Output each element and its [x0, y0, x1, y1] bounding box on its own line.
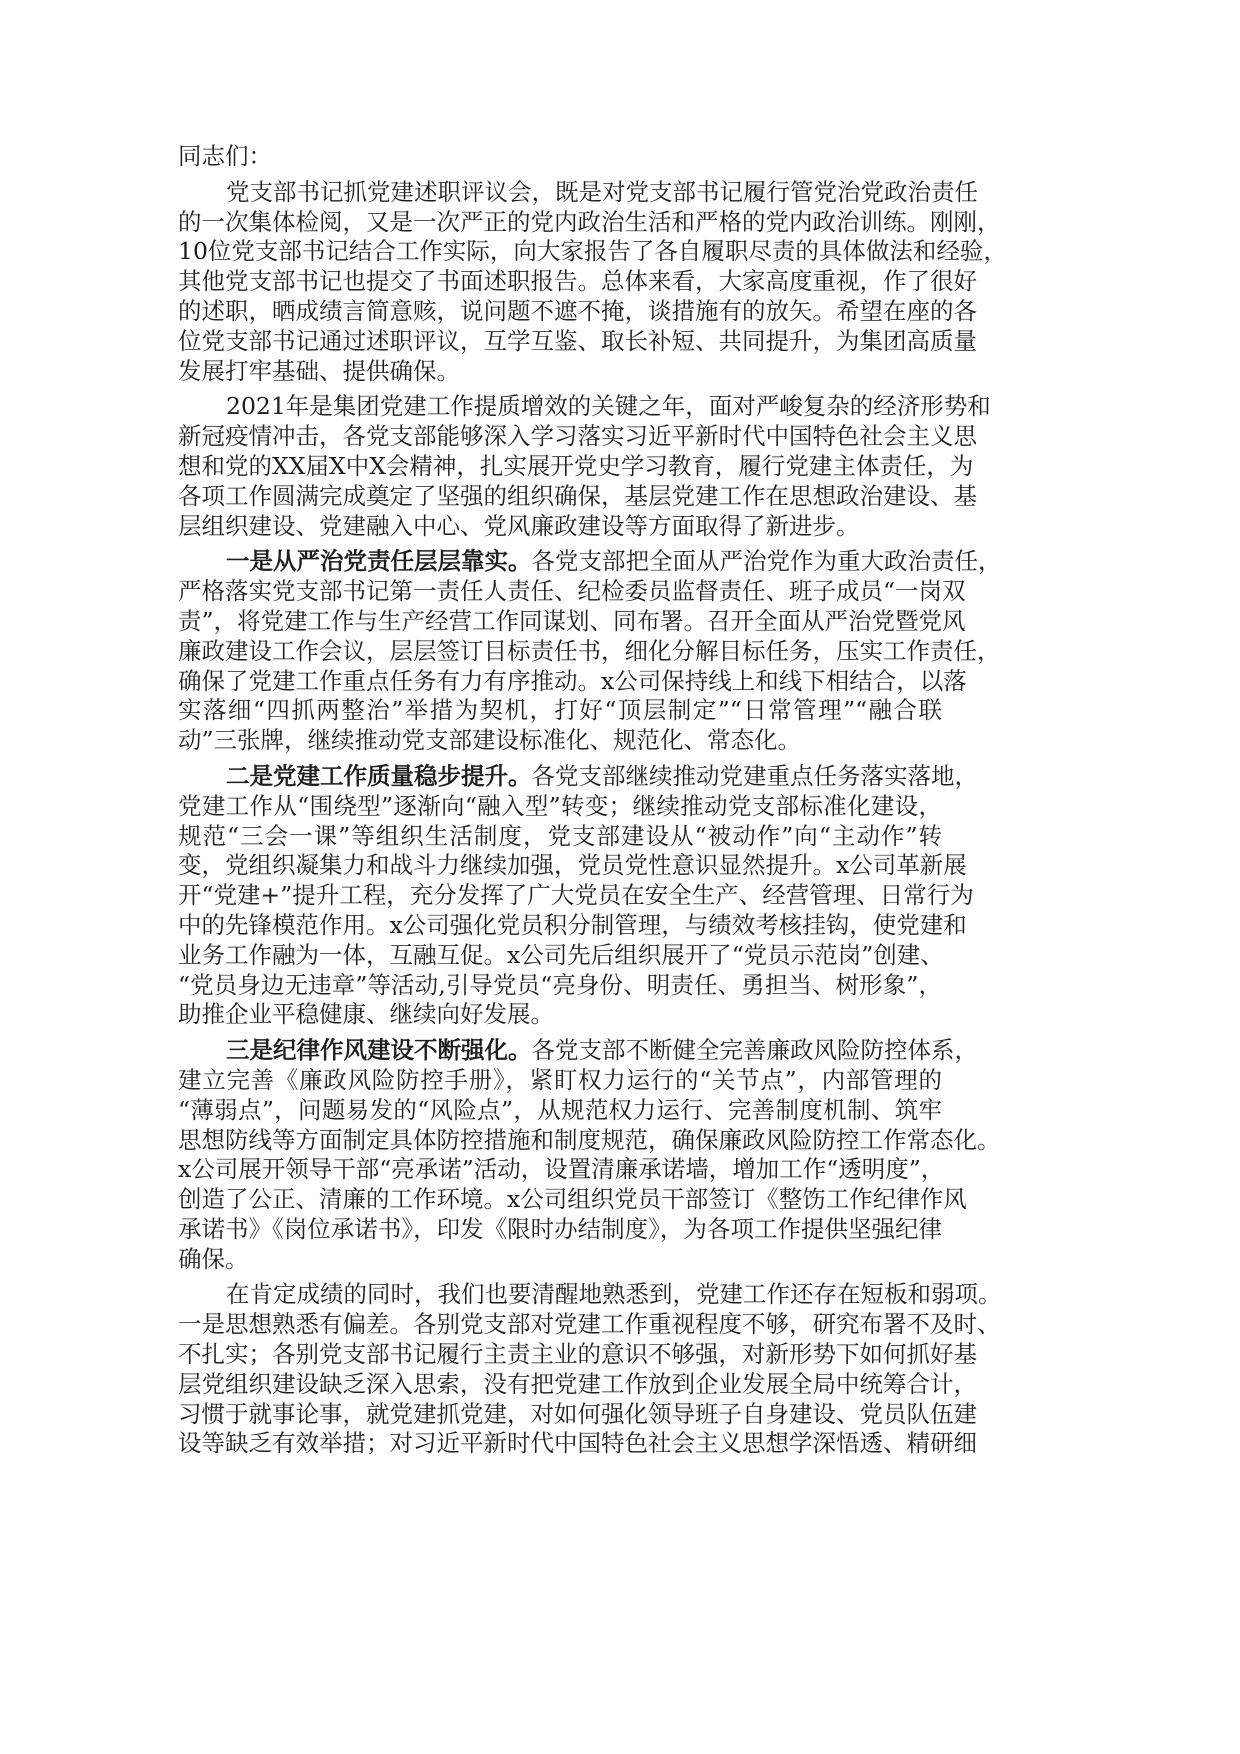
document-body	[178, 142, 1007, 1465]
paragraph	[178, 547, 1002, 756]
line-text: 的一次集体检阅，又是一次严正的党内政治生活和严格的党内政治训练。刚刚，	[178, 207, 1001, 236]
text-line	[178, 267, 977, 297]
line-text: 一是思想熟悉有偏差。各别党支部对党建工作重视程度不够，研究布署不及时、	[178, 1310, 1001, 1339]
text-line	[178, 296, 977, 327]
line-text: 动”三张牌，继续推动党支部建设标准化、规范化、常态化。	[178, 726, 802, 755]
text-line	[178, 696, 942, 726]
line-text: 廉政建设工作会议，层层签订目标责任书，细化分解目标任务，压实工作责任，	[178, 636, 1001, 665]
text-line	[178, 792, 942, 822]
text-line	[178, 481, 977, 512]
text-line	[178, 326, 977, 357]
line-text: 的述职，晒成绩言简意赅，说问题不遮不掩，谈措施有的放矢。希望在座的各	[178, 296, 977, 325]
text-line	[178, 761, 978, 792]
line-text: 党支部书记抓党建述职评议会，既是对党支部书记履行管党治党政治责任	[226, 177, 978, 206]
paragraph	[178, 177, 1007, 387]
line-text: 10位党支部书记结合工作实际，向大家报告了各自履职尽责的具体做法和经验，	[178, 237, 1007, 266]
text-line	[178, 1429, 977, 1459]
line-text: 开“党建+”提升工程，充分发挥了广大党员在安全生产、经营管理、日常行为	[178, 881, 974, 910]
line-text: 严格落实党支部书记第一责任人责任、纪检委员监督责任、班子成员“一岗双	[178, 577, 966, 606]
line-text: 发展打牢基础、提供确保。	[178, 356, 460, 385]
text-line	[178, 1310, 1001, 1340]
line-text: 其他党支部书记也提交了书面述职报告。总体来看，大家高度重视，作了很好	[178, 267, 977, 296]
line-text: 助推企业平稳健康、继续向好发展。	[178, 1000, 554, 1029]
text-line	[178, 422, 977, 452]
text-line	[178, 1245, 942, 1275]
line-text: 位党支部书记通过述职评议，互学互鉴、取长补短、共同提升，为集团高质量	[178, 326, 977, 355]
line-text: 层组织建设、党建融入中心、党风廉政建设等方面取得了新进步。	[178, 511, 860, 540]
text-line	[178, 392, 991, 422]
line-text: 习惯于就事论事，就党建抓党建，对如何强化领导班子自身建设、党员队伍建	[178, 1399, 977, 1428]
text-line	[178, 1369, 977, 1400]
line-text: 党建工作从“围绕型”逐渐向“融入型”转变；继续推动党支部标准化建设，	[178, 791, 942, 820]
line-text: “薄弱点”，问题易发的“风险点”，从规范权力运行、完善制度机制、筑牢	[178, 1095, 942, 1124]
paragraph-heading: 一是从严治党责任层层靠实。	[226, 547, 532, 576]
text-line	[178, 606, 966, 637]
paragraph	[178, 1036, 1001, 1274]
paragraph	[178, 142, 942, 172]
line-text: 层党组织建设缺乏深入思索，没有把党建工作放到企业发展全局中统筹合计，	[178, 1369, 977, 1398]
line-text: 变，党组织凝集力和战斗力继续加强，党员党性意识显然提升。x公司革新展	[178, 851, 967, 880]
text-line	[178, 142, 942, 172]
text-line	[178, 577, 966, 607]
text-line	[178, 1215, 942, 1245]
text-line	[178, 1280, 1002, 1310]
text-line	[178, 357, 942, 387]
text-line	[178, 726, 942, 756]
text-line	[178, 851, 967, 881]
line-text: “党员身边无违章”等活动,引导党员“亮身份、明责任、勇担当、树形象”，	[178, 970, 942, 999]
line-text: 创造了公正、清廉的工作环境。x公司组织党员干部签订《整饬工作纪律作风	[178, 1185, 967, 1214]
line-text: 实落细“四抓两整治”举措为契机，打好“顶层制定”“日常管理”“融合联	[178, 696, 942, 725]
line-text: 新冠疫情冲击，各党支部能够深入学习落实习近平新时代中国特色社会主义思	[178, 422, 977, 451]
line-text: 各党支部不断健全完善廉政风险防控体系，	[531, 1036, 978, 1065]
text-line	[178, 666, 967, 697]
text-line	[178, 237, 1007, 267]
line-text: 业务工作融为一体，互融互促。x公司先后组织展开了“党员示范岗”创建、	[178, 940, 944, 969]
text-line	[178, 1036, 978, 1066]
line-text: 确保。	[178, 1244, 249, 1273]
text-line	[178, 512, 942, 542]
paragraph	[178, 392, 991, 541]
line-text: 同志们：	[178, 142, 272, 170]
text-line	[178, 451, 974, 482]
line-text: 设等缺乏有效举措；对习近平新时代中国特色社会主义思想学深悟透、精研细	[178, 1429, 977, 1458]
line-text: 确保了党建工作重点任务有力有序推动。x公司保持线上和线下相结合，以落	[178, 666, 967, 695]
line-text: 承诺书》《岗位承诺书》，印发《限时办结制度》，为各项工作提供坚强纪律	[178, 1214, 942, 1243]
text-line	[178, 177, 978, 208]
text-line	[178, 1185, 967, 1215]
paragraph-heading: 二是党建工作质量稳步提升。	[226, 761, 532, 790]
line-text: 在肯定成绩的同时，我们也要清醒地熟悉到，党建工作还存在短板和弱项。	[226, 1280, 1002, 1309]
line-text: 各党支部把全面从严治党作为重大政治责任，	[531, 547, 1002, 576]
line-text: 中的先锋模范作用。x公司强化党员积分制管理，与绩效考核挂钩，使党建和	[178, 910, 967, 939]
line-text: 建立完善《廉政风险防控手册》，紧盯权力运行的“关节点”，内部管理的	[178, 1065, 942, 1094]
line-text: 各项工作圆满完成奠定了坚强的组织确保，基层党建工作在思想政治建设、基	[178, 481, 977, 510]
text-line	[178, 1096, 942, 1126]
line-text: 责”，将党建工作与生产经营工作同谋划、同布署。召开全面从严治党暨党风	[178, 606, 966, 635]
text-line	[178, 1155, 945, 1185]
text-line	[178, 1340, 977, 1370]
text-line	[178, 1066, 942, 1096]
text-line	[178, 971, 942, 1001]
line-text: 思想防线等方面制定具体防控措施和制度规范，确保廉政风险防控工作常态化。	[178, 1125, 1001, 1154]
text-line	[178, 1125, 1001, 1156]
text-line	[178, 822, 942, 852]
text-line	[178, 941, 942, 971]
line-text: 规范“三会一课”等组织生活制度，党支部建设从“被动作”向“主动作”转	[178, 821, 942, 850]
line-text: x公司展开领导干部“亮承诺”活动，设置清廉承诺墙，增加工作“透明度”，	[178, 1155, 945, 1184]
paragraph	[178, 1280, 1002, 1459]
line-text: 各党支部继续推动党建重点任务落实落地，	[531, 761, 978, 790]
text-line	[178, 910, 967, 941]
text-line	[178, 636, 1001, 667]
line-text: 2021年是集团党建工作提质增效的关键之年，面对严峻复杂的经济形势和	[226, 392, 991, 421]
line-text: 想和党的XX届X中X会精神，扎实展开党史学习教育，履行党建主体责任，为	[178, 451, 974, 480]
paragraph	[178, 761, 978, 1030]
text-line	[178, 1000, 942, 1030]
text-line	[178, 547, 1002, 577]
text-line	[178, 207, 1001, 238]
text-line	[178, 881, 974, 911]
line-text: 不扎实；各别党支部书记履行主责主业的意识不够强，对新形势下如何抓好基	[178, 1340, 977, 1369]
paragraph-heading: 三是纪律作风建设不断强化。	[226, 1036, 532, 1065]
text-line	[178, 1399, 977, 1430]
